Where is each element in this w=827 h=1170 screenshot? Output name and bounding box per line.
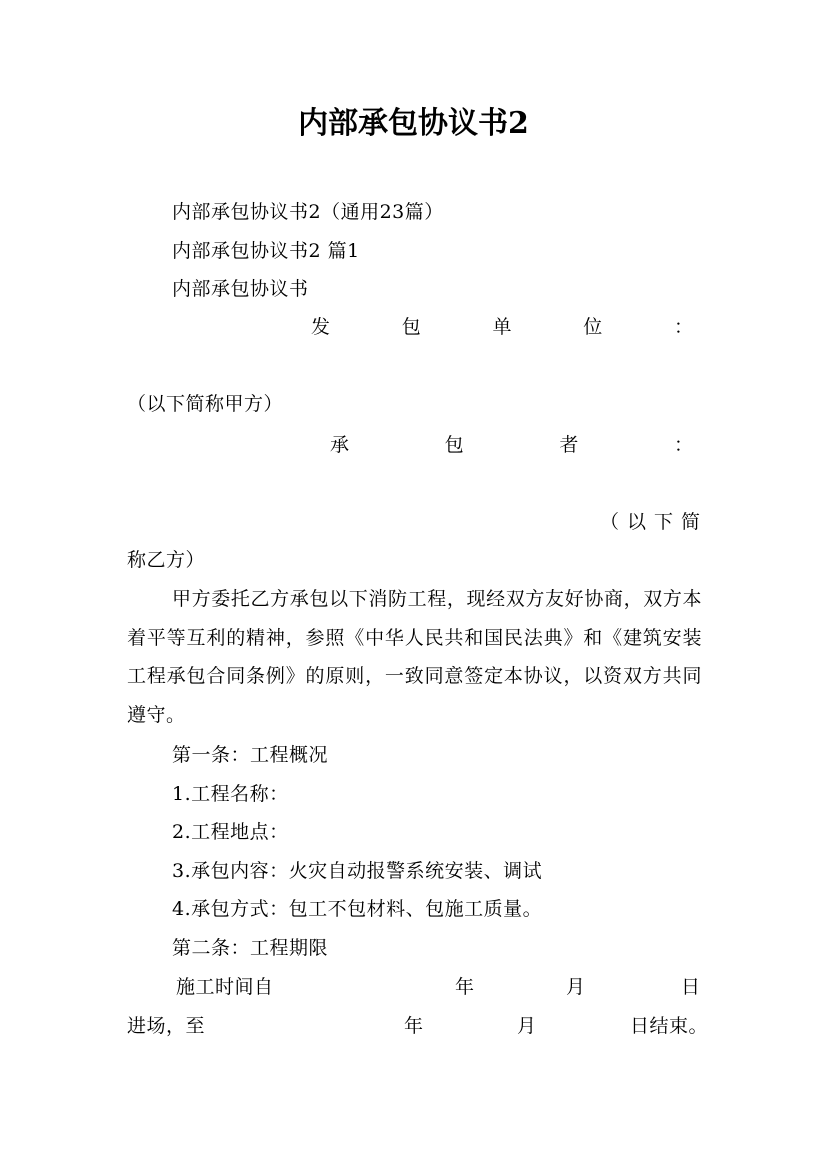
article-1-title: 第一条：工程概况 xyxy=(172,744,329,766)
intro-line-1: 内部承包协议书2（通用23篇） xyxy=(172,201,444,223)
period-end-year: 年 xyxy=(404,1015,424,1037)
intro-line-3: 内部承包协议书 xyxy=(172,278,309,300)
issuer-label xyxy=(311,315,693,339)
agreement-paragraph: 甲方委托乙方承包以下消防工程，现经双方友好协商，双方本着平等互利的精神，参照《中华人民共和国民法典》和《建筑安装工程承包合同条例》的原则，一致同意签定本协议，以资双方共同遵守。 xyxy=(127,588,702,726)
issuer-char: ： xyxy=(673,316,693,338)
contractor-note-char: 简 xyxy=(680,511,700,533)
contractor-char: 承 xyxy=(330,434,350,456)
contractor-note-char: 以 xyxy=(626,511,646,533)
issuer-char: 位 xyxy=(583,316,603,338)
contractor-note-char: 下 xyxy=(653,511,673,533)
article-2-title: 第二条：工程期限 xyxy=(172,937,329,959)
contractor-note-continued: 称乙方） xyxy=(127,549,206,571)
item-contract-scope: 3.承包内容：火灾自动报警系统安装、调试 xyxy=(172,860,543,882)
period-end-label: 进场，至 xyxy=(127,1015,206,1037)
contractor-note xyxy=(600,510,700,534)
contractor-char: 包 xyxy=(444,434,464,456)
period-start-day: 日 xyxy=(681,976,701,998)
contractor-char: 者 xyxy=(559,434,579,456)
issuer-note: （以下简称甲方） xyxy=(127,393,284,415)
item-project-location: 2.工程地点： xyxy=(172,821,289,843)
issuer-char: 包 xyxy=(401,316,421,338)
document-title: 内部承包协议书2 xyxy=(298,106,529,141)
period-start-label: 施工时间自 xyxy=(176,976,274,998)
contractor-note-char: （ xyxy=(600,511,620,533)
issuer-char: 发 xyxy=(311,316,331,338)
contractor-char: ： xyxy=(673,434,693,456)
contractor-label xyxy=(330,433,693,457)
intro-line-2: 内部承包协议书2 篇1 xyxy=(172,240,360,262)
item-project-name: 1.工程名称： xyxy=(172,783,289,805)
period-end-month: 月 xyxy=(517,1015,537,1037)
issuer-char: 单 xyxy=(492,316,512,338)
period-start-month: 月 xyxy=(566,976,586,998)
period-end-day: 日结束。 xyxy=(630,1015,709,1037)
item-contract-method: 4.承包方式：包工不包材料、包施工质量。 xyxy=(172,898,543,920)
period-start-year: 年 xyxy=(455,976,475,998)
